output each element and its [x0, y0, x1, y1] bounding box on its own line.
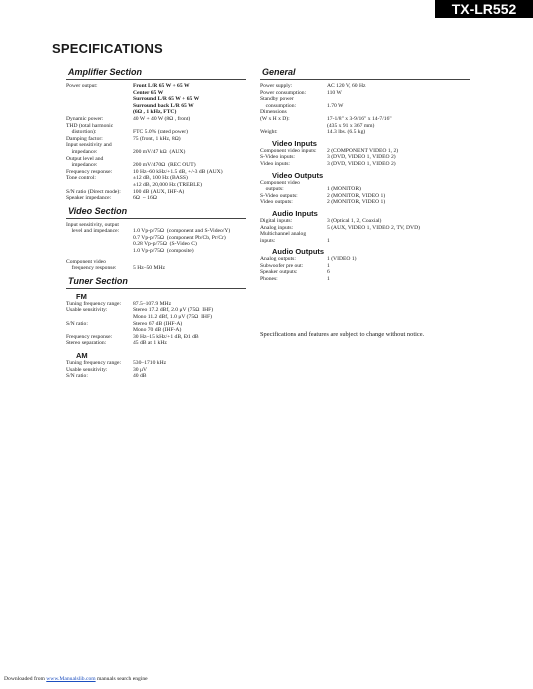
spec-row [66, 90, 246, 97]
spec-label [66, 90, 133, 97]
audio-outputs-list [260, 256, 470, 282]
spec-label: Weight: [260, 129, 278, 136]
manualslib-link[interactable]: www.Manualslib.com [46, 676, 96, 682]
spec-value: Center 65 W [133, 89, 164, 96]
spec-label: level and impedance: [66, 228, 120, 235]
spec-value: Front L/R 65 W + 65 W [133, 83, 190, 89]
spec-label: inputs: [260, 237, 276, 244]
spec-label: S/N ratio: [66, 373, 88, 380]
spec-label: S/N ratio (Direct mode): [66, 188, 121, 195]
spec-value [133, 259, 246, 266]
spec-label: Speaker impedance: [66, 195, 112, 202]
spec-row [66, 83, 246, 90]
footer-suffix: manuals search engine [95, 676, 148, 682]
spec-value: 30 μV [133, 366, 148, 373]
spec-row [66, 367, 246, 374]
spec-value: 1.70 W [327, 102, 344, 109]
spec-value: ±12 dB, 20,000 Hz (TREBLE) [133, 181, 202, 188]
video-inputs-list [260, 148, 470, 168]
section-rule [66, 218, 246, 219]
fm-heading: FM [76, 291, 87, 301]
spec-value: (435 x 91 x 367 mm) [327, 122, 375, 129]
spec-row [66, 142, 246, 149]
spec-row [66, 248, 246, 255]
spec-row [66, 189, 246, 196]
spec-label: Stereo separation: [66, 340, 107, 347]
am-heading: AM [76, 351, 88, 360]
spec-label: Dimensions [260, 109, 287, 116]
fm-spec-list [66, 301, 246, 347]
video-outputs-list [260, 180, 470, 206]
video-outputs-heading: Video Outputs [272, 170, 324, 180]
model-badge: TX-LR552 [435, 0, 533, 18]
spec-label: impedance: [66, 148, 98, 155]
spec-label: Dynamic power: [66, 115, 104, 122]
video-spec-list [66, 222, 246, 272]
spec-value [327, 231, 470, 238]
spec-row [66, 195, 246, 202]
spec-label: Frequency response: [66, 168, 113, 175]
spec-value: 200 mV/470Ω (REC OUT) [133, 162, 196, 169]
general-section-heading: General [262, 67, 296, 77]
spec-label: Video outputs: [260, 199, 293, 206]
spec-row [260, 90, 470, 97]
spec-label: Digital inputs: [260, 217, 293, 224]
spec-label: Tone control: [66, 175, 96, 182]
spec-row [66, 175, 246, 182]
spec-label: Multichannel analog [260, 231, 307, 238]
spec-row [66, 265, 246, 272]
spec-row [260, 269, 470, 276]
spec-value: 2 (MONITOR, VIDEO 1) [327, 192, 386, 199]
spec-label: Output level and [66, 155, 104, 162]
amplifier-section-heading: Amplifier Section [68, 67, 143, 77]
spec-row [260, 180, 470, 187]
spec-value: 10 Hz–60 kHz/+1.5 dB, +/-3 dB (AUX) [133, 168, 223, 175]
spec-value: Surround L/R 65 W + 65 W [133, 96, 200, 103]
tuner-section-heading: Tuner Section [68, 275, 128, 286]
spec-row [66, 116, 246, 123]
spec-value: 87.5–107.9 MHz [133, 300, 172, 307]
spec-label: S-Video outputs: [260, 192, 298, 199]
spec-row [66, 373, 246, 380]
spec-row [260, 263, 470, 270]
spec-value: 5 (AUX, VIDEO 1, VIDEO 2, TV, DVD) [327, 224, 420, 231]
spec-row [260, 103, 470, 110]
spec-label: outputs: [260, 186, 284, 193]
spec-row [66, 340, 246, 347]
spec-value: 0.28 Vp-p/75Ω (S-Video C) [133, 241, 197, 248]
spec-value: 6 [327, 269, 330, 276]
spec-row [260, 276, 470, 283]
right-column [260, 67, 470, 339]
spec-value: FTC 5.0% (rated power) [133, 129, 188, 136]
spec-value: 3 (DVD, VIDEO 1, VIDEO 2) [327, 154, 396, 161]
spec-value: 3 (DVD, VIDEO 1, VIDEO 2) [327, 160, 396, 167]
spec-label: Phones: [260, 276, 278, 283]
spec-value: 2 (MONITOR, VIDEO 1) [327, 199, 386, 206]
left-column [66, 67, 246, 380]
spec-label: Frequency response: [66, 333, 113, 340]
spec-label: Standby power [260, 96, 294, 103]
am-spec-list [66, 360, 246, 380]
spec-value: 40 W + 40 W (8Ω , front) [133, 115, 191, 122]
spec-value: 530–1710 kHz [133, 360, 167, 366]
spec-row [260, 129, 470, 136]
spec-label: S-Video inputs: [260, 154, 295, 161]
spec-value: 75 (front, 1 kHz, 8Ω) [133, 135, 181, 142]
spec-row [66, 327, 246, 334]
spec-value: 3 (Optical 1, 2, Coaxial) [327, 217, 382, 224]
spec-value: 6Ω ~ 16Ω [133, 195, 157, 202]
spec-row [66, 149, 246, 156]
spec-row [66, 109, 246, 116]
spec-value: Stereo 17.2 dBf, 2.0 μV (75Ω IHF) [133, 307, 214, 314]
section-rule [66, 79, 246, 80]
spec-value: Mono 70 dB (IHF-A) [133, 327, 182, 334]
spec-label [66, 182, 133, 189]
spec-value: 45 dB at 1 kHz [133, 340, 167, 347]
spec-row [66, 314, 246, 321]
spec-label: Power consumption: [260, 89, 307, 96]
change-notice: Specifications and features are subject to change without notice. [260, 330, 425, 338]
spec-value: 100 dB (AUX, IHF-A) [133, 188, 185, 195]
spec-row [66, 360, 246, 367]
page-title: SPECIFICATIONS [52, 41, 163, 56]
spec-row [66, 228, 246, 235]
spec-row [66, 182, 246, 189]
spec-row [260, 199, 470, 206]
spec-value: 30 Hz–15 kHz/+1 dB, Ð1 dB [133, 333, 199, 340]
spec-row [260, 116, 470, 123]
spec-label: distortion): [66, 129, 97, 136]
spec-value: 1.0 Vp-p/75Ω (composite) [133, 248, 194, 255]
spec-value: ±12 dB, 100 Hz (BASS) [133, 175, 188, 182]
spec-label: Damping factor: [66, 135, 103, 142]
spec-value: 0.7 Vp-p/75Ω (component Pb/Cb, Pr/Cr) [133, 234, 226, 241]
spec-value: 1 (MONITOR) [327, 186, 361, 193]
spec-label: Usable sensitivity: [66, 307, 108, 314]
spec-label: Component video [260, 179, 300, 186]
spec-row [260, 109, 470, 116]
spec-label [66, 109, 133, 116]
spec-value: 200 mV/47 kΩ (AUX) [133, 148, 186, 155]
general-spec-list [260, 83, 470, 136]
spec-value: 110 W [327, 89, 342, 96]
section-rule [66, 288, 246, 289]
spec-label [66, 327, 133, 334]
spec-label: Power supply: [260, 83, 293, 89]
spec-value: 17-1/8" x 3-9/16" x 14-7/16" [327, 115, 392, 122]
spec-row [260, 225, 470, 232]
spec-label: Analog outputs: [260, 256, 296, 263]
spec-row [66, 136, 246, 143]
spec-label: Tuning frequency range: [66, 300, 122, 307]
spec-row [66, 129, 246, 136]
footer-prefix: Downloaded from [4, 676, 47, 682]
spec-value: 1 (VIDEO 1) [327, 256, 357, 263]
audio-inputs-heading: Audio Inputs [272, 208, 318, 218]
spec-value: 1 [327, 262, 330, 269]
spec-value: 14.3 lbs. (6.5 kg) [327, 129, 366, 136]
spec-label: (W x H x D): [260, 115, 290, 122]
spec-value [327, 96, 470, 103]
spec-value: Stereo 67 dB (IHF-A) [133, 320, 183, 327]
footer [4, 676, 148, 682]
spec-value [133, 142, 246, 149]
spec-row [260, 238, 470, 245]
spec-value: 2 (COMPONENT VIDEO 1, 2) [327, 147, 399, 154]
spec-label: Input sensitivity and [66, 142, 112, 149]
spec-row [260, 154, 470, 161]
spec-label: Component video inputs: [260, 147, 317, 154]
spec-value [327, 109, 470, 116]
section-rule [260, 79, 470, 80]
spec-label: Subwoofer pre out: [260, 262, 304, 269]
spec-row [260, 96, 470, 103]
spec-label: consumption: [260, 102, 297, 109]
spec-row [66, 162, 246, 169]
spec-value: 1 [327, 276, 330, 283]
spec-row [260, 256, 470, 263]
video-section-heading: Video Section [68, 205, 128, 216]
spec-label [66, 248, 133, 255]
spec-label [260, 123, 327, 130]
spec-label: Component video [66, 258, 106, 265]
spec-row [260, 83, 470, 90]
spec-label [66, 314, 133, 321]
spec-value: 40 dB [133, 373, 147, 380]
spec-label: S/N ratio: [66, 320, 88, 327]
spec-label: impedance: [66, 162, 98, 169]
spec-row [260, 218, 470, 225]
spec-label: Speaker outputs: [260, 269, 298, 276]
spec-label: Tuning frequency range: [66, 360, 122, 366]
spec-value: Surround back L/R 65 W [133, 102, 194, 109]
audio-inputs-list [260, 218, 470, 244]
spec-row [260, 186, 470, 193]
spec-label [66, 235, 133, 242]
amplifier-spec-list [66, 83, 246, 202]
spec-row [260, 123, 470, 130]
spec-value: AC 120 V, 60 Hz [327, 83, 366, 89]
spec-label: Power output: [66, 83, 98, 89]
spec-value: 5 Hz–50 MHz [133, 265, 166, 272]
spec-label: Video inputs: [260, 160, 290, 167]
spec-row [66, 334, 246, 341]
spec-label: Analog inputs: [260, 224, 294, 231]
spec-label [66, 96, 133, 103]
spec-row [66, 96, 246, 103]
spec-label [66, 103, 133, 110]
spec-label: THD (total harmonic [66, 122, 114, 129]
spec-label: Input sensitivity, output [66, 221, 119, 228]
spec-value: 1 [327, 237, 330, 244]
audio-outputs-heading: Audio Outputs [272, 247, 325, 257]
spec-row [260, 231, 470, 238]
spec-label [66, 241, 133, 248]
spec-label: Usable sensitivity: [66, 366, 108, 373]
spec-row [260, 161, 470, 168]
spec-value: Mono 11.2 dBf, 1.0 μV (75Ω IHF) [133, 314, 212, 321]
video-inputs-heading: Video Inputs [272, 138, 317, 148]
spec-value: (6Ω , 1 kHz, FTC) [133, 109, 177, 116]
spec-label: frequency response: [66, 265, 117, 272]
spec-value: 1.0 Vp-p/75Ω (component and S-Video/Y) [133, 228, 231, 235]
